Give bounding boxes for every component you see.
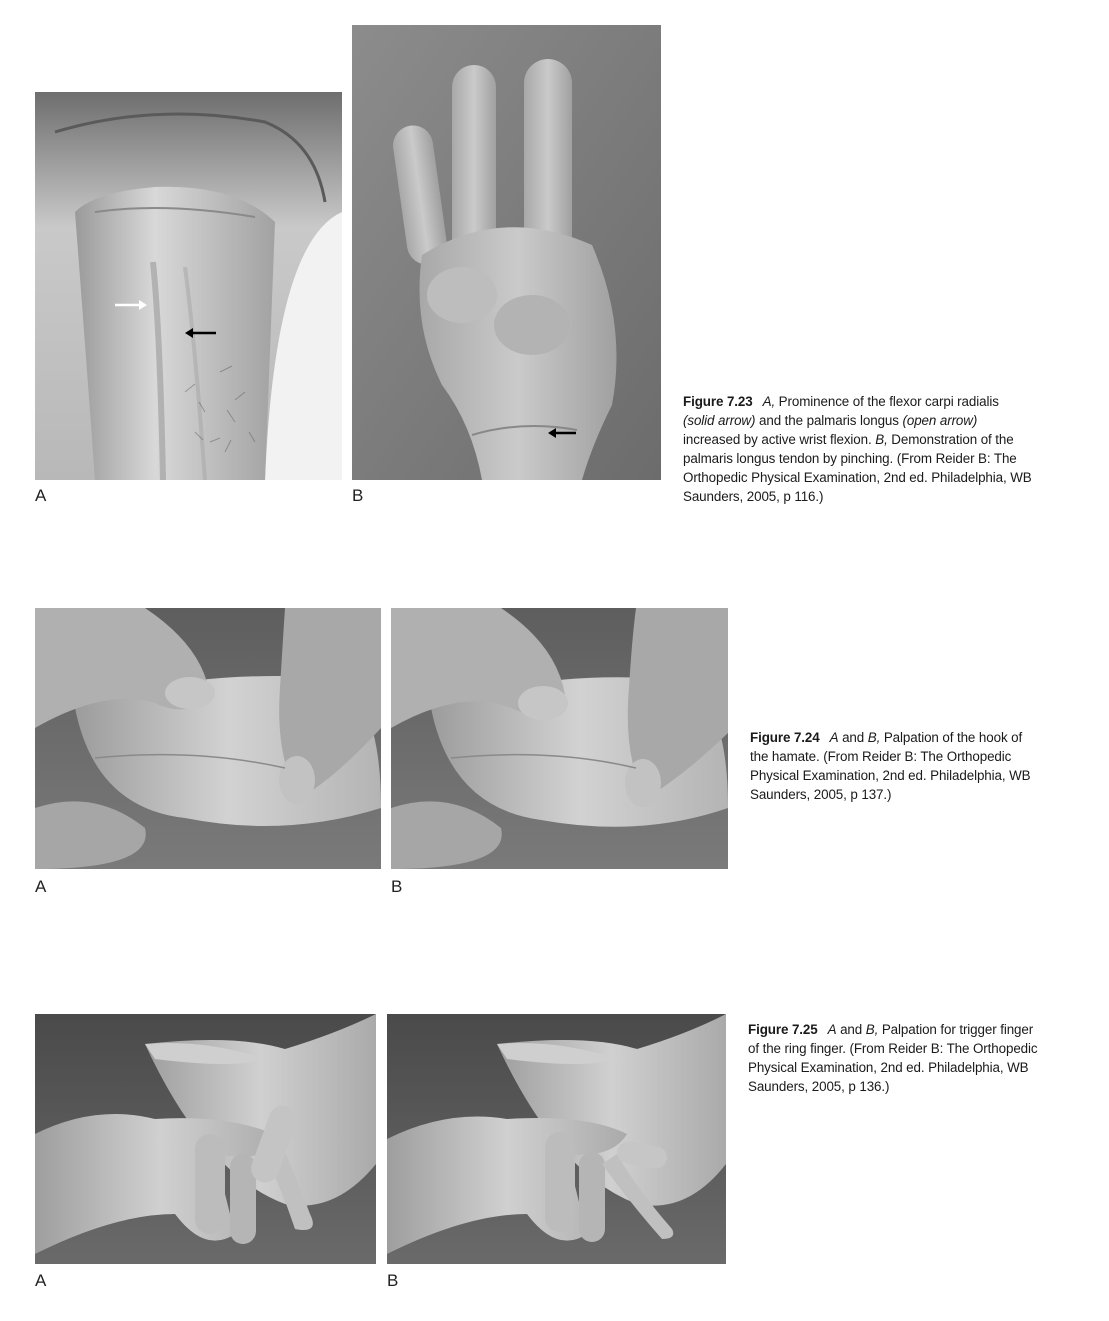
panel-label-a: A [35,486,47,505]
caption-run: and the palmaris longus [755,413,903,428]
figure-7-24-caption [750,728,1040,804]
caption-italic-run: A [829,730,839,745]
panel-label-a: A [35,877,47,896]
figure-7-23-panel-b-photo [352,25,661,480]
panel-label-b: B [387,1271,399,1290]
trigger-finger-image [35,1014,376,1264]
panel-label-a: A [35,1271,47,1290]
caption-italic-run: (open arrow) [902,413,978,428]
figure-number: Figure 7.25 [748,1022,818,1037]
figure-number: Figure 7.23 [683,394,753,409]
caption-italic-run: (solid arrow) [683,413,756,428]
caption-run: and [838,730,868,745]
trigger-finger-image [387,1014,726,1264]
wrist-flexion-image [35,92,342,480]
hamate-palpation-image [35,608,381,869]
caption-run: increased by active wrist flexion. [683,432,876,447]
pinch-gesture-image [352,25,661,480]
caption-run: and [836,1022,866,1037]
caption-italic-run: B, [875,432,888,447]
panel-label-b: B [352,486,364,505]
figure-7-24-panel-b-photo [391,608,728,869]
panel-label-b: B [391,877,403,896]
figure-7-25-panel-a-photo [35,1014,376,1264]
caption-italic-run: A [827,1022,837,1037]
caption-text [683,394,1032,504]
figure-7-25-panel-b-photo [387,1014,726,1264]
caption-italic-run: B, [865,1022,879,1037]
figure-7-23-panel-a-photo [35,92,342,480]
figure-7-25-caption [748,1020,1038,1096]
figure-number: Figure 7.24 [750,730,820,745]
figure-7-24-panel-a-photo [35,608,381,869]
caption-run: Prominence of the flexor carpi radialis [775,394,999,409]
caption-italic-run: B, [867,730,881,745]
caption-run: Demonstration of the palmaris longus tendon by pinching. (From Reider B: The Orthopedic Physical Examination, 2nd ed. Philadelphia, WB Saunders, 2005, p 116.) [683,432,1032,504]
caption-italic-run: A, [762,394,776,409]
figure-7-23-caption [683,392,1033,506]
caption-run: Palpation of the hook of the hamate. (From Reider B: The Orthopedic Physical Examination, 2nd ed. Philadelphia, WB Saunders, 2005, p 137.) [750,730,1031,802]
hamate-palpation-image [391,608,728,869]
caption-run: Palpation for trigger finger of the ring finger. (From Reider B: The Orthopedic Physical Examination, 2nd ed. Philadelphia, WB Saunders, 2005, p 136.) [748,1022,1038,1094]
